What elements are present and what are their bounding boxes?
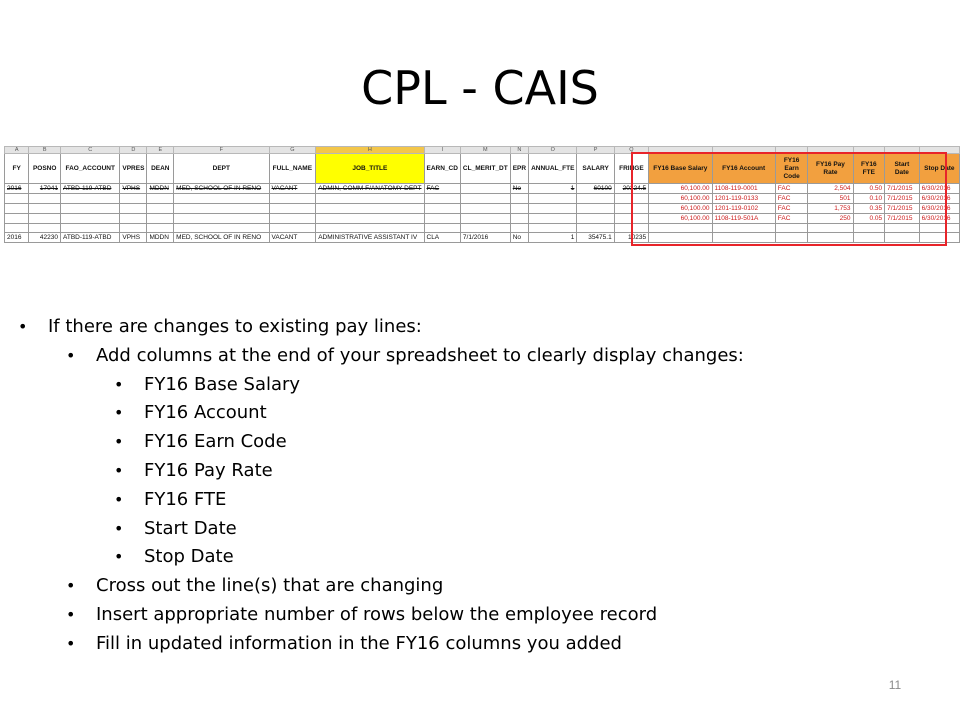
column-letter: C	[61, 147, 120, 154]
table-cell	[29, 204, 61, 214]
bullet-dot-icon: •	[18, 317, 28, 336]
table-cell: FAC	[424, 184, 460, 194]
table-cell	[529, 204, 577, 214]
table-cell	[174, 204, 269, 214]
table-cell	[5, 214, 29, 224]
column-header: FY16 Account	[712, 154, 775, 184]
bullet-dot-icon: •	[114, 518, 124, 538]
table-cell: VACANT	[269, 233, 316, 243]
table-cell: 10235	[614, 233, 648, 243]
table-cell	[424, 194, 460, 204]
column-letter: P	[577, 147, 614, 154]
table-cell	[510, 214, 528, 224]
column-header: EARN_CD	[424, 154, 460, 184]
table-cell: ADMINISTRATIVE ASSISTANT IV	[316, 233, 424, 243]
bullet-text: FY16 Earn Code	[144, 431, 287, 453]
table-cell: 60100	[577, 184, 614, 194]
bullet-item-level-3	[114, 460, 273, 482]
bullet-text: Stop Date	[144, 546, 234, 568]
table-cell: 1108-119-501A	[712, 214, 775, 224]
header-row	[5, 154, 960, 184]
table-cell	[269, 224, 316, 233]
table-cell	[577, 214, 614, 224]
column-header: FY16 Earn Code	[775, 154, 808, 184]
bullet-text: Insert appropriate number of rows below the employee record	[96, 604, 658, 625]
table-row	[5, 194, 960, 204]
table-cell: 1	[529, 233, 577, 243]
table-cell: 0.10	[853, 194, 885, 204]
column-letter: E	[147, 147, 174, 154]
column-letter: I	[424, 147, 460, 154]
table-cell	[577, 194, 614, 204]
spreadsheet-screenshot	[4, 146, 960, 243]
column-header: FRINGE	[614, 154, 648, 184]
table-cell	[529, 214, 577, 224]
table-cell: 60,100.00	[649, 184, 712, 194]
table-cell	[120, 224, 147, 233]
table-cell: MDDN	[147, 233, 174, 243]
table-cell	[174, 194, 269, 204]
table-cell: 7/1/2016	[460, 233, 510, 243]
table-cell	[614, 214, 648, 224]
table-cell	[5, 204, 29, 214]
table-cell: 6/30/2016	[919, 184, 959, 194]
bullet-dot-icon: •	[66, 633, 76, 653]
table-cell: 7/1/2015	[885, 194, 919, 204]
table-cell: MED, SCHOOL OF IN RENO	[174, 233, 269, 243]
table-cell: 7/1/2015	[885, 184, 919, 194]
table-cell: VPHS	[120, 184, 147, 194]
table-cell	[775, 233, 808, 243]
table-cell: 42230	[29, 233, 61, 243]
bullet-item-level-1	[18, 316, 422, 338]
bullet-item-level-3	[114, 517, 237, 540]
bullet-item-level-3	[114, 488, 227, 511]
table-cell	[269, 194, 316, 204]
bullet-dot-icon: •	[114, 489, 124, 509]
table-cell	[529, 194, 577, 204]
table-cell	[649, 233, 712, 243]
table-cell: 0.35	[853, 204, 885, 214]
table-cell: 501	[808, 194, 853, 204]
table-cell: 2016	[5, 184, 29, 194]
column-header: POSNO	[29, 154, 61, 184]
bullet-item-level-3	[114, 546, 234, 568]
table-cell	[460, 224, 510, 233]
table-row	[5, 224, 960, 233]
table-cell	[577, 224, 614, 233]
column-header: VPRES	[120, 154, 147, 184]
table-cell: No	[510, 233, 528, 243]
table-cell	[269, 204, 316, 214]
table-cell: 2,504	[808, 184, 853, 194]
table-cell: 60,100.00	[649, 194, 712, 204]
bullet-text: Cross out the line(s) that are changing	[96, 575, 444, 597]
bullet-text: FY16 Base Salary	[144, 373, 301, 395]
bullet-text: Start Date	[144, 517, 237, 539]
table-cell	[120, 214, 147, 224]
column-letter: D	[120, 147, 147, 154]
table-cell	[29, 214, 61, 224]
table-cell: 60,100.00	[649, 214, 712, 224]
bullet-item-level-3	[114, 431, 287, 453]
column-header: Stop Date	[919, 154, 959, 184]
table-cell: MED, SCHOOL OF IN RENO	[174, 184, 269, 194]
table-cell: FAC	[775, 204, 808, 214]
table-cell: MDDN	[147, 184, 174, 194]
table-cell	[61, 194, 120, 204]
table-cell: VACANT	[269, 184, 316, 194]
column-header: FY16 Base Salary	[649, 154, 712, 184]
table-cell: 6/30/2016	[919, 214, 959, 224]
table-cell: 17041	[29, 184, 61, 194]
table-cell	[174, 214, 269, 224]
bullet-dot-icon: •	[114, 403, 124, 423]
table-cell	[316, 194, 424, 204]
bullet-text: FY16 FTE	[144, 488, 227, 510]
table-cell	[460, 214, 510, 224]
column-header: CL_MERIT_DT	[460, 154, 510, 184]
bullet-dot-icon: •	[114, 374, 124, 394]
column-letter: B	[29, 147, 61, 154]
bullet-text: FY16 Pay Rate	[144, 460, 273, 481]
table-cell	[316, 204, 424, 214]
column-letter	[919, 147, 959, 154]
table-cell: 1201-119-0133	[712, 194, 775, 204]
table-cell	[885, 224, 919, 233]
table-cell: FAC	[775, 214, 808, 224]
column-header: FAO_ACCOUNT	[61, 154, 120, 184]
table-cell: VPHS	[120, 233, 147, 243]
column-letter-row	[5, 147, 960, 154]
table-cell: 2016	[5, 233, 29, 243]
bullet-item-level-2	[66, 604, 658, 626]
table-cell	[808, 224, 853, 233]
column-letter	[853, 147, 885, 154]
table-cell: 1	[529, 184, 577, 194]
table-cell	[120, 194, 147, 204]
column-letter: G	[269, 147, 316, 154]
table-cell: 1201-119-0102	[712, 204, 775, 214]
table-cell	[577, 204, 614, 214]
table-cell: ADMIN, COMM F/ANATOMY DEPT	[316, 184, 424, 194]
table-cell	[29, 194, 61, 204]
table-cell: 7/1/2015	[885, 204, 919, 214]
bullet-text: Add columns at the end of your spreadsheet to clearly display changes:	[96, 344, 744, 366]
table-cell: No	[510, 184, 528, 194]
table-cell: 1,753	[808, 204, 853, 214]
table-row	[5, 204, 960, 214]
table-cell	[147, 204, 174, 214]
table-cell	[885, 233, 919, 243]
table-cell	[460, 204, 510, 214]
bullet-dot-icon: •	[66, 576, 76, 596]
bullet-dot-icon: •	[114, 547, 124, 567]
bullet-dot-icon: •	[66, 345, 76, 365]
column-letter: Q	[614, 147, 648, 154]
table-cell: 1108-119-0001	[712, 184, 775, 194]
table-cell	[61, 204, 120, 214]
column-header: JOB_TITLE	[316, 154, 424, 184]
table-cell	[316, 214, 424, 224]
table-cell	[29, 224, 61, 233]
table-cell	[510, 194, 528, 204]
table-cell	[614, 194, 648, 204]
column-header: FY16 Pay Rate	[808, 154, 853, 184]
slide-title: CPL - CAIS	[361, 61, 599, 115]
table-cell	[853, 224, 885, 233]
table-cell	[424, 224, 460, 233]
table-cell: CLA	[424, 233, 460, 243]
table-cell	[919, 233, 959, 243]
table-cell	[460, 194, 510, 204]
bullet-item-level-3	[114, 402, 267, 424]
bullet-dot-icon: •	[114, 461, 124, 480]
bullet-item-level-3	[114, 373, 301, 396]
table-row	[5, 184, 960, 194]
table-cell: 6/30/2016	[919, 194, 959, 204]
table-cell: 250	[808, 214, 853, 224]
table-cell	[424, 214, 460, 224]
table-cell: 0.05	[853, 214, 885, 224]
column-letter	[885, 147, 919, 154]
bullet-item-level-2	[66, 575, 444, 597]
table-cell	[147, 194, 174, 204]
table-cell	[614, 224, 648, 233]
table-cell	[712, 224, 775, 233]
column-header: DEAN	[147, 154, 174, 184]
table-cell	[147, 224, 174, 233]
column-letter: H	[316, 147, 424, 154]
table-cell: FAC	[775, 194, 808, 204]
bullet-dot-icon: •	[66, 605, 76, 624]
column-letter: N	[510, 147, 528, 154]
column-header: FY16 FTE	[853, 154, 885, 184]
column-letter: A	[5, 147, 29, 154]
table-row	[5, 214, 960, 224]
column-header: EPR	[510, 154, 528, 184]
table-cell: 0.50	[853, 184, 885, 194]
table-cell	[460, 184, 510, 194]
column-letter	[712, 147, 775, 154]
table-cell: 7/1/2015	[885, 214, 919, 224]
bullet-text: If there are changes to existing pay lines:	[48, 316, 422, 337]
table-cell	[5, 194, 29, 204]
bullet-text: Fill in updated information in the FY16 columns you added	[96, 632, 622, 654]
table-cell	[853, 233, 885, 243]
table-cell	[712, 233, 775, 243]
page-number: 11	[888, 678, 902, 692]
table-cell: 6/30/2016	[919, 204, 959, 214]
table-cell	[510, 224, 528, 233]
table-cell	[614, 204, 648, 214]
table-cell: 20324.5	[614, 184, 648, 194]
table-cell	[147, 214, 174, 224]
bullet-dot-icon: •	[114, 432, 124, 452]
table-cell: ATBD-119-ATBD	[61, 233, 120, 243]
table-cell	[120, 204, 147, 214]
bullet-item-level-2	[66, 632, 622, 655]
table-cell	[61, 214, 120, 224]
table-cell: 35475.1	[577, 233, 614, 243]
bullet-item-level-2	[66, 344, 744, 367]
column-header: ANNUAL_FTE	[529, 154, 577, 184]
table-cell	[424, 204, 460, 214]
table-cell: ATBD-119-ATBD	[61, 184, 120, 194]
table-cell: 60,100.00	[649, 204, 712, 214]
table-row	[5, 233, 960, 243]
table-cell	[269, 214, 316, 224]
table-cell	[5, 224, 29, 233]
table-cell	[775, 224, 808, 233]
table-cell	[316, 224, 424, 233]
column-letter	[649, 147, 712, 154]
bullet-text: FY16 Account	[144, 402, 267, 424]
table-cell	[61, 224, 120, 233]
column-letter: F	[174, 147, 269, 154]
column-letter	[775, 147, 808, 154]
table-cell	[808, 233, 853, 243]
column-header: SALARY	[577, 154, 614, 184]
table-cell	[510, 204, 528, 214]
column-letter: M	[460, 147, 510, 154]
table-cell	[919, 224, 959, 233]
table-cell: FAC	[775, 184, 808, 194]
column-letter: O	[529, 147, 577, 154]
column-header: Start Date	[885, 154, 919, 184]
column-header: FULL_NAME	[269, 154, 316, 184]
column-header: FY	[5, 154, 29, 184]
table-cell	[649, 224, 712, 233]
table-cell	[529, 224, 577, 233]
column-letter	[808, 147, 853, 154]
table-cell	[174, 224, 269, 233]
column-header: DEPT	[174, 154, 269, 184]
